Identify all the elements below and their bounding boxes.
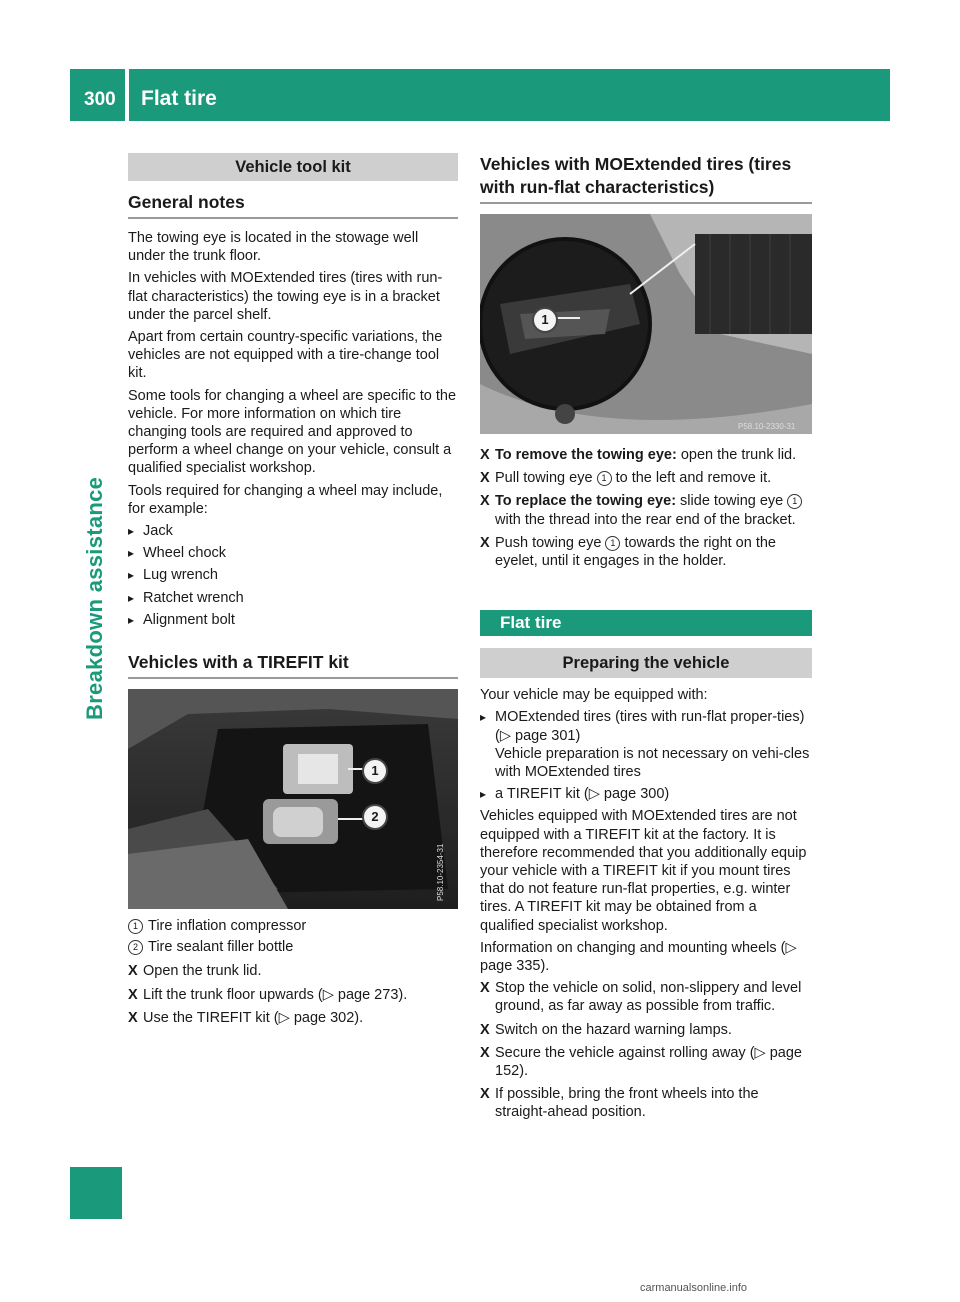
step-item	[480, 469, 812, 487]
arrow-icon: X	[480, 470, 490, 487]
step-pre: Push towing eye	[495, 534, 606, 551]
paragraph: Some tools for changing a wheel are specific to the vehicle. For more information on which tire changing tools are required and approved to perform a wheel change on your vehicle, consult a qualified specialist workshop.	[128, 387, 457, 477]
step-text: Stop the vehicle on solid, non-slippery and level ground, as far away as possible from traffic.	[495, 980, 802, 1015]
moextended-steps	[480, 446, 812, 570]
side-tab-marker	[70, 1167, 122, 1219]
arrow-icon: X	[480, 980, 490, 997]
image-credit: P58.10-2354-31	[436, 843, 445, 902]
heading-moextended: Vehicles with MOExtended tires (tires with run-flat characteristics)	[480, 153, 812, 204]
list-item: ▸ Lug wrench	[128, 566, 458, 584]
callout-number: 1	[787, 494, 802, 509]
step-item	[480, 1044, 812, 1080]
side-tab	[78, 476, 118, 780]
arrow-icon: X	[128, 963, 138, 980]
arrow-icon: X	[480, 1021, 490, 1038]
list-item: ▸ Jack	[128, 522, 458, 540]
callout-marker-2: 2	[362, 804, 388, 830]
list-item: ▸ Ratchet wrench	[128, 589, 458, 607]
paragraph: Your vehicle may be equipped with:	[480, 687, 708, 704]
right-column	[480, 150, 812, 1127]
header-separator	[125, 69, 129, 121]
step-text: open the trunk lid.	[676, 447, 797, 463]
callout-marker-1: 1	[532, 307, 558, 333]
parcel-shelf-illustration	[480, 214, 812, 434]
tirefit-photo	[128, 689, 458, 909]
callout-text: Tire inflation compressor	[148, 918, 307, 935]
callout-marker-1: 1	[362, 758, 388, 784]
list-item-note: Vehicle preparation is not necessary on vehi-cles with MOExtended tires	[495, 745, 810, 781]
section-header-flat-tire: Flat tire	[480, 610, 812, 636]
callout-number: 1	[605, 536, 620, 551]
step-item	[480, 979, 812, 1015]
callout-number: 2	[128, 940, 143, 955]
heading-general-notes: General notes	[128, 191, 458, 219]
arrow-icon: X	[128, 1009, 138, 1026]
callout-number: 1	[128, 919, 143, 934]
paragraph: Apart from certain country-specific variations, the vehicles are not equipped with a tire-change tool kit.	[128, 329, 443, 382]
step-text: If possible, bring the front wheels into the straight-ahead position.	[495, 1086, 759, 1121]
page-number: 300	[84, 89, 116, 110]
list-item: ▸ Wheel chock	[128, 544, 458, 562]
step-item	[128, 986, 458, 1004]
footer-brand: carmanualsonline.info	[640, 1282, 748, 1294]
arrow-icon: X	[480, 534, 490, 551]
paragraph: In vehicles with MOExtended tires (tires with run-flat characteristics) the towing eye is in a bracket under the parcel shelf.	[128, 270, 443, 323]
step-item	[480, 492, 812, 528]
list-item: ▸ a TIREFIT kit (▷ page 300)	[480, 785, 812, 803]
step-item	[480, 534, 812, 570]
step-text: Lift the trunk floor upwards (▷ page 273).	[143, 986, 408, 1003]
paragraph: Information on changing and mounting wheels (▷ page 335).	[480, 939, 797, 975]
list-item: ▸ MOExtended tires (tires with run-flat proper-ties) (▷ page 301)	[480, 708, 812, 744]
arrow-icon: X	[480, 493, 490, 510]
step-item	[128, 962, 458, 980]
header-bar	[70, 69, 890, 121]
arrow-icon: X	[128, 986, 138, 1003]
heading-tirefit: Vehicles with a TIREFIT kit	[128, 651, 458, 679]
arrow-icon: X	[480, 1044, 490, 1061]
step-pre: Pull towing eye	[495, 470, 597, 487]
step-text: Open the trunk lid.	[143, 963, 262, 980]
step-item	[480, 1021, 812, 1039]
step-pre: slide towing eye	[676, 493, 788, 510]
callout-list	[128, 917, 458, 956]
section-header-preparing: Preparing the vehicle	[480, 648, 812, 678]
paragraph: The towing eye is located in the stowage well under the trunk floor.	[128, 230, 419, 265]
list-item: ▸ Alignment bolt	[128, 611, 458, 629]
preparing-body	[480, 686, 812, 1121]
trunk-illustration	[128, 689, 458, 909]
paragraph: Tools required for changing a wheel may include, for example:	[128, 482, 443, 517]
step-item	[480, 1085, 812, 1121]
callout-item	[128, 917, 458, 935]
step-text: with the thread into the rear end of the bracket.	[495, 511, 796, 528]
step-text: towards the right on the eyelet, until it engages in the holder.	[495, 534, 777, 570]
image-credit: P58.10-2330-31	[738, 422, 796, 431]
side-tab-label: Breakdown assistance	[82, 476, 107, 720]
step-text: Use the TIREFIT kit (▷ page 302).	[143, 1009, 364, 1026]
arrow-icon: X	[480, 447, 490, 463]
section-header-vehicle-tool-kit: Vehicle tool kit	[128, 153, 458, 181]
step-bold: To remove the towing eye:	[495, 447, 677, 463]
page-title: Flat tire	[141, 87, 217, 110]
step-text: Secure the vehicle against rolling away (▷ page 152).	[495, 1044, 802, 1080]
step-bold: To replace the towing eye:	[495, 493, 677, 510]
moextended-photo	[480, 214, 812, 434]
step-item	[480, 446, 812, 464]
callout-item	[128, 938, 458, 956]
general-notes-body	[128, 229, 458, 629]
callout-number: 1	[597, 471, 612, 486]
step-item	[128, 1009, 458, 1027]
callout-text: Tire sealant filler bottle	[148, 939, 294, 956]
step-text: Switch on the hazard warning lamps.	[495, 1021, 732, 1038]
arrow-icon: X	[480, 1086, 490, 1103]
tirefit-steps	[128, 962, 458, 1027]
left-column	[128, 150, 458, 1032]
step-text: to the left and remove it.	[611, 470, 772, 487]
paragraph: Vehicles equipped with MOExtended tires are not equipped with a TIREFIT kit at the factory. It is therefore recommended that you additionally equip your vehicle with a TIREFIT kit if you mount tires that do not feature run-flat properties, e.g. winter tires. A TIREFIT kit may be obtained from a qualified specialist workshop.	[480, 808, 807, 934]
